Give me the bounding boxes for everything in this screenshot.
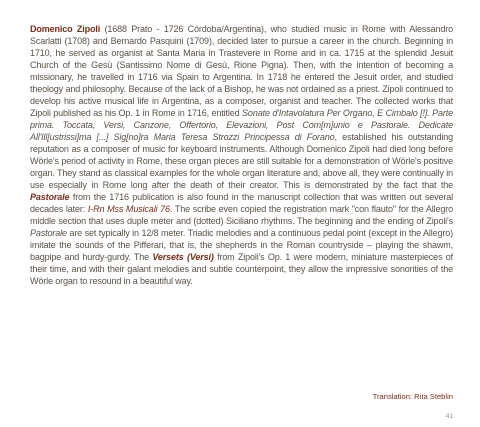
- translation-credit: Translation: Rita Steblin: [372, 392, 453, 401]
- pastorale-italic: Pastorale: [30, 228, 67, 238]
- body-text: , established his outstanding reputation as a composer of music for keyboard instruments. Although Domenico Zipoli had died long before Wörle's period of activity in Rome, these organ pieces are still suitable for a demonstration of Wörle's positive organ. They stand as classical examples for the whole organ literature and, above all, they were continually in use especially in Rome long after the death of their creator. This is demonstrated by the fact that the: [30, 132, 453, 190]
- body-text: from the 1716 publication is also found in the manuscript collection that was written out several decades later:: [30, 192, 453, 214]
- composer-name: Domenico Zipoli: [30, 24, 101, 34]
- pastorale-title: Pastorale: [30, 192, 70, 202]
- page-number: 41: [445, 413, 453, 420]
- work-title: Sonate d'Intavolatura Per Organo, E Cimbalo [!]. Parte prima. Toccata, Versi, Canzone, Offertorio, Elevazioni, Post Com[m]unio e Pastorale. Dedicate All'Ill[ustrissi]ma [...] Sig[no]ra Maria Teresa Strozzi Principessa di Forano: [30, 108, 453, 142]
- body-text: are set typically in 12/8 meter. Triadic melodies and a continuous pedal point (except in the Allegro) imitate the sounds of the Pifferari, that is, the shepherds in the Roman countryside – playing the shawm, bagpipe and hurdy-gurdy. The: [30, 228, 453, 262]
- versets-title: Versets (Versi): [152, 252, 214, 262]
- body-text: (1688 Prato - 1726 Córdoba/Argentina), who studied music in Rome with Alessandro Scarlatti (1708) and Bernardo Pasquini (1709), decided later to pursue a career in the church. Beginning in 1710, he served as organist at Santa Maria in Trastevere in Rome and in ca. 1715 at the splendid Jesuit Church of the Gesù (Santissimo Nome di Gesù, Rione Pigna). Then, with the intention of becoming a missionary, he travelled in 1716 via Spain to Argentina. In 1718 he entered the Jesuit order, and studied theology and philosophy. Because of the lack of a Bishop, he was not ordained as a priest. Zipoli continued to develop his active musical life in Argentina, as a composer, organist and teacher. The collected works that Zipoli published as his Op. 1 in Rome in 1716, entitled: [30, 24, 453, 118]
- body-text: . The scribe even copied the registration mark "con flauto" for the Allegro middle section that uses duple meter and (dotted) Siciliano rhythms. The beginning and the ending of Zipoli's: [30, 204, 453, 226]
- manuscript-reference: I-Rn Mss Musicali 76: [87, 204, 170, 214]
- article-body: [30, 23, 453, 287]
- body-text: from Zipoli's Op. 1 were modern, miniature masterpieces of their time, and with their galant melodies and subtle counterpoint, they allow the impressive sonorities of the Wörle organ to resound in a beautiful way.: [30, 252, 453, 286]
